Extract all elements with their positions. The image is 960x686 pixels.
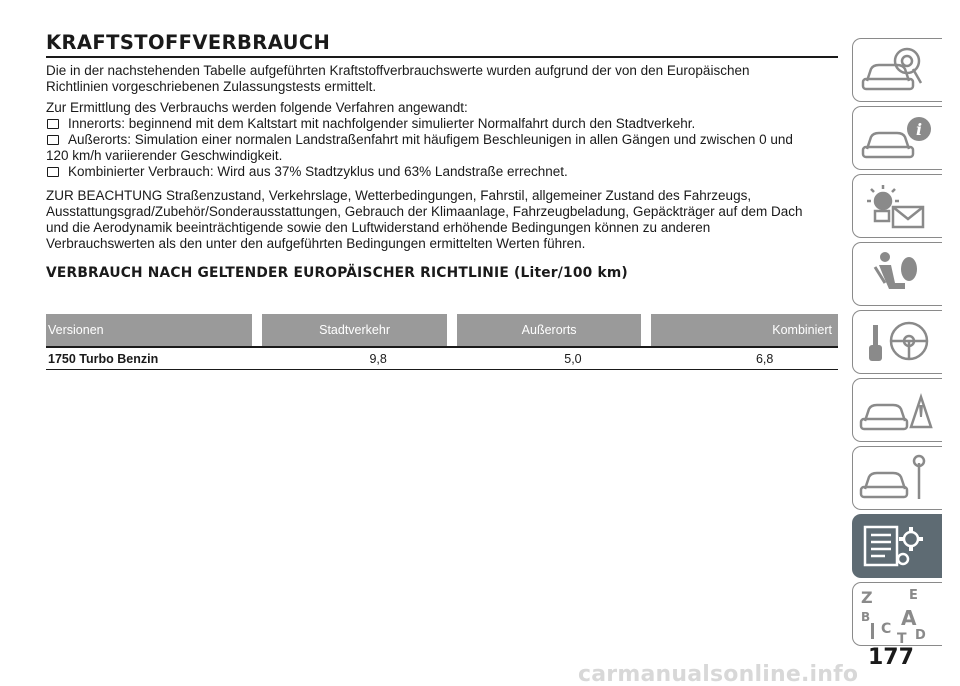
index-letter: Z [861, 588, 873, 607]
list-item-text: Innerorts: beginnend mit dem Kaltstart mit nachfolgender simulierter Normalfahrt durch den Stadtverkehr. [68, 116, 696, 131]
table-cell: 6,8 [755, 352, 774, 366]
table-title: VERBRAUCH NACH GELTENDER EUROPÄISCHER RICHTLINIE (Liter/100 km) [46, 265, 628, 281]
procedures-intro: Zur Ermittlung des Verbrauchs werden folgende Verfahren angewandt: [46, 100, 468, 115]
checkbox-bullet-icon [47, 135, 59, 145]
checkbox-bullet-icon [47, 167, 59, 177]
list-item-text: Kombinierter Verbrauch: Wird aus 37% Stadtzyklus und 63% Landstraße errechnet. [68, 164, 568, 179]
column-header: Außerorts [457, 314, 642, 346]
svg-text:i: i [915, 120, 923, 139]
car-info-icon [853, 107, 943, 171]
intro-line-1: Die in der nachstehenden Tabelle aufgeführten Kraftstoffverbrauchswerte wurden aufgrund der von den Europäischen [46, 63, 750, 78]
specifications-icon [853, 515, 943, 579]
side-tab-index[interactable] [852, 582, 942, 646]
side-tab-car-info[interactable] [852, 106, 942, 170]
table-cell: 1750 Turbo Benzin [48, 352, 159, 366]
side-tab-maintenance[interactable] [852, 446, 942, 510]
list-item-continuation: 120 km/h variierender Geschwindigkeit. [46, 148, 283, 163]
note-line: Verbrauchswerten als den unter den aufgeführten Bedingungen ermittelten Werten führen. [46, 236, 586, 251]
checkbox-bullet-icon [47, 119, 59, 129]
column-header: Kombiniert [651, 314, 838, 346]
side-tab-warning-lights[interactable] [852, 174, 942, 238]
note-line: ZUR BEACHTUNG Straßenzustand, Verkehrslage, Wetterbedingungen, Fahrstil, allgemeiner Zustand des Fahrzeugs, [46, 188, 752, 203]
index-letter: A [901, 606, 917, 630]
table-row [46, 348, 838, 370]
index-letter: C [881, 621, 892, 637]
section-title: KRAFTSTOFFVERBRAUCH [46, 32, 838, 58]
list-item-text: Außerorts: Simulation einer normalen Landstraßenfahrt mit häufigem Beschleunigen in allen Gängen und zwischen 0 und [68, 132, 793, 147]
steering-key-icon [853, 311, 943, 375]
index-letter: E [909, 588, 918, 603]
note-text [46, 188, 838, 252]
index-letter: T [897, 631, 907, 647]
car-dashboard-icon [853, 39, 943, 103]
list-item [46, 164, 838, 180]
index-letter: D [915, 628, 926, 643]
side-tab-car-dashboard[interactable] [852, 38, 942, 102]
list-item [46, 132, 838, 148]
column-header: Stadtverkehr [262, 314, 447, 346]
page-number: 177 [868, 645, 914, 670]
side-tab-emergency[interactable] [852, 378, 942, 442]
table-header [46, 314, 838, 346]
warning-lights-icon [853, 175, 943, 239]
side-tab-starting[interactable] [852, 310, 942, 374]
intro-text [46, 63, 838, 95]
consumption-table [46, 314, 838, 370]
emergency-icon [853, 379, 943, 443]
note-line: Ausstattungsgrad/Zubehör/Sonderausstattungen, Gebrauch der Klimaanlage, Fahrzeugbeladung, Gepäckträger auf dem Dach [46, 204, 803, 219]
table-cell: 9,8 [369, 352, 387, 366]
airbag-safety-icon [853, 243, 943, 307]
column-header: Versionen [46, 314, 252, 346]
page-content [46, 32, 838, 370]
index-icon [853, 583, 943, 647]
maintenance-icon [853, 447, 943, 511]
intro-line-2: Richtlinien vorgeschriebenen Zulassungstests ermittelt. [46, 79, 377, 94]
list-item [46, 116, 838, 132]
table-cell: 5,0 [564, 352, 582, 366]
watermark: carmanualsonline.info [578, 662, 859, 686]
note-line: und die Aerodynamik beeinträchtigende sowie den Luftwiderstand erhöhende Bedingungen können zu anderen [46, 220, 711, 235]
side-tab-safety[interactable] [852, 242, 942, 306]
index-letter: B [861, 610, 871, 624]
side-tab-specifications[interactable] [852, 514, 942, 578]
